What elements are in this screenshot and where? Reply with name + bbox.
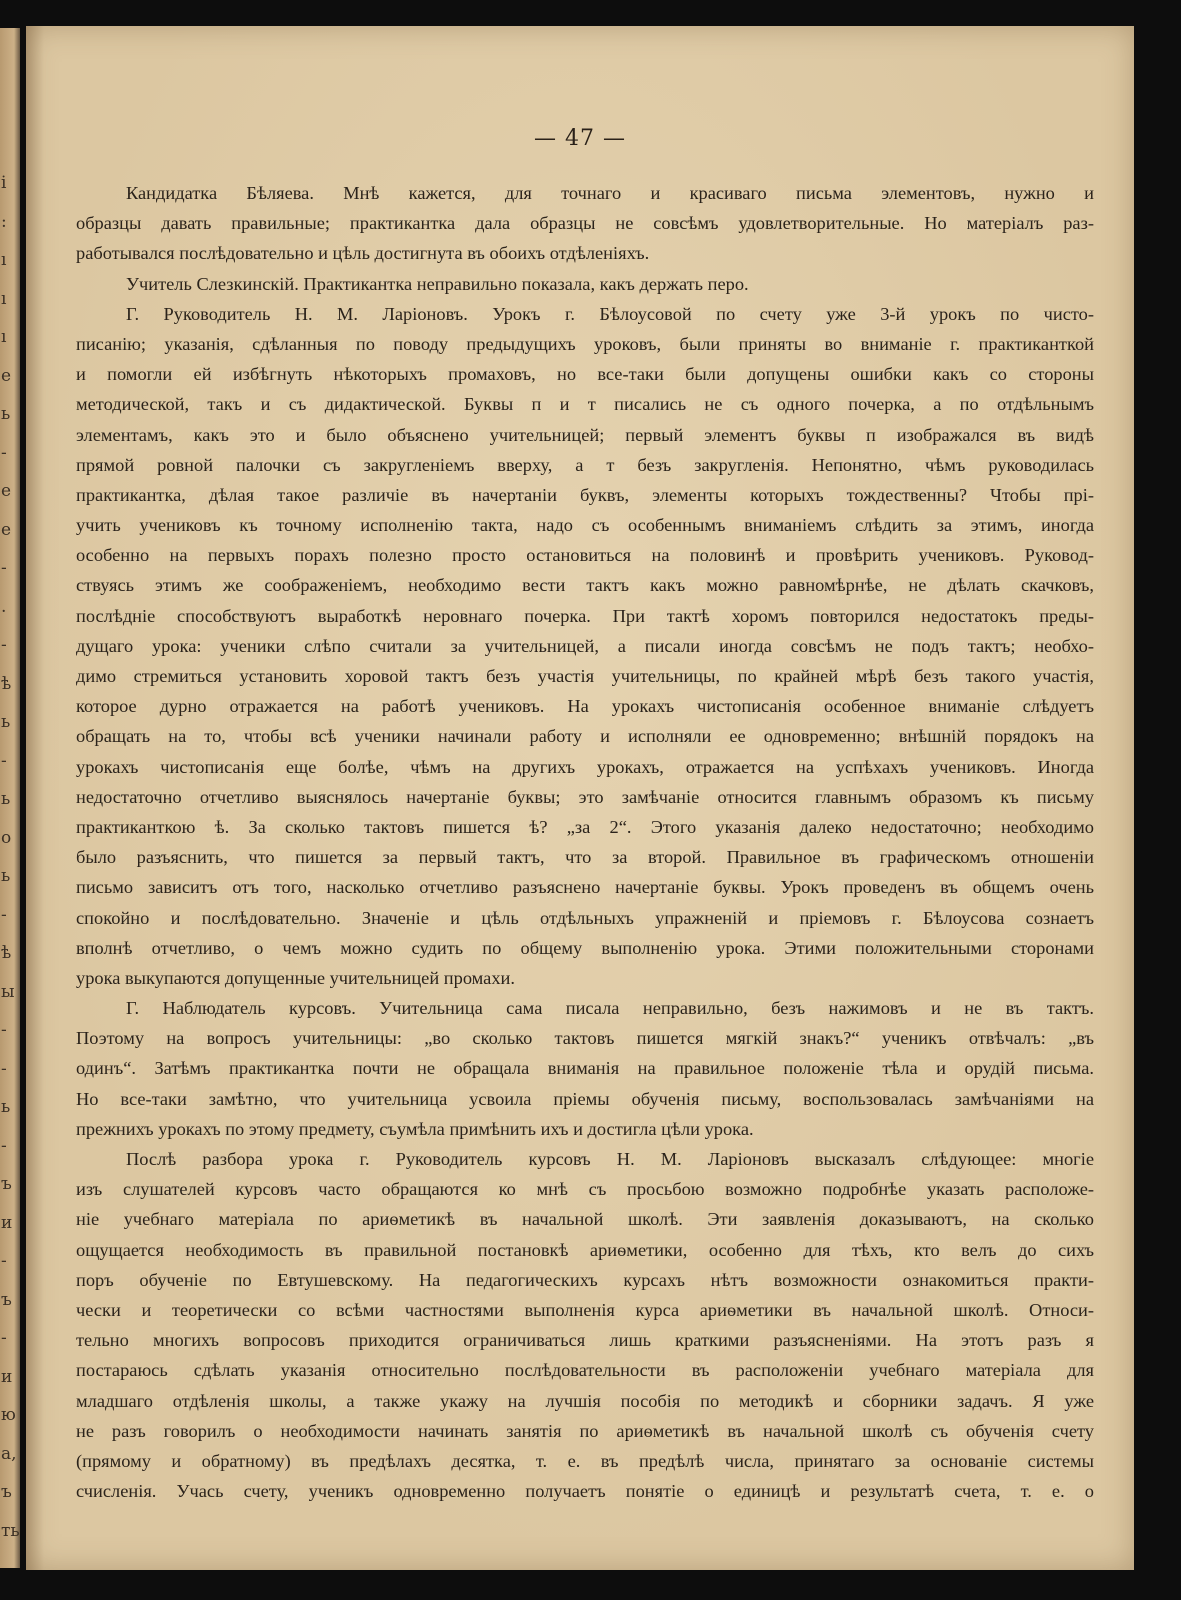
text-line: ощущается необходимость въ правильной постановкѣ ариѳметики, особенно для тѣхъ, кто велъ до сихъ <box>76 1239 1094 1260</box>
text-line: методической, такъ и съ дидактической. Буквы п и т писались не съ одного почерка, а по отдѣльнымъ <box>76 394 1094 415</box>
text-line: прежнихъ урокахъ по этому предмету, съумѣла примѣнить ихъ и достигла цѣли урока. <box>76 1118 754 1139</box>
prev-page-fragment: ь <box>1 712 11 732</box>
body-text <box>76 178 1094 1506</box>
prev-page-fragment: і <box>1 173 7 193</box>
text-line: дущаго урока: ученики слѣпо считали за учительницей, а писали иногда совсѣмъ не подъ тактъ; необхо- <box>76 635 1094 656</box>
prev-page-fragment: ı <box>1 288 7 309</box>
text-line: послѣдніе способствуютъ выработкѣ неровнаго почерка. При тактѣ хоромъ повторился недостатокъ преды- <box>76 605 1094 626</box>
previous-page-edge <box>0 28 20 1568</box>
page-number: — 47 — <box>534 126 626 151</box>
text-line: поръ обученіе по Евтушевскому. На педагогическихъ курсахъ нѣтъ возможности ознакомиться практи- <box>76 1269 1094 1290</box>
prev-page-fragment: е <box>1 365 12 386</box>
prev-page-fragment: ь <box>1 1097 11 1117</box>
prev-page-fragment: ю <box>1 1405 16 1425</box>
text-line: постараюсь сдѣлать указанія относительно послѣдовательности въ расположеніи учебнаго матеріала для <box>76 1360 1094 1381</box>
prev-page-fragment: ъ <box>1 1174 12 1194</box>
text-line: тельно многихъ вопросовъ приходится ограничиваться лишь краткими разъясненіями. На этотъ разъ я <box>76 1330 1094 1351</box>
text-line: было разъяснить, что пишется за первый тактъ, что за второй. Правильное въ графическомъ отношеніи <box>76 847 1094 868</box>
text-line: которое дурно отражается на работѣ учениковъ. На урокахъ чистописанія особенное вниманіе слѣдуетъ <box>76 696 1094 717</box>
prev-page-fragment: ı <box>1 327 7 347</box>
prev-page-fragment: а, <box>1 1443 17 1464</box>
prev-page-fragment: ь <box>1 404 11 424</box>
prev-page-fragment: - <box>1 635 7 655</box>
prev-page-fragment: : <box>1 211 7 232</box>
text-line: Г. Руководитель Н. М. Ларіоновъ. Урокъ г. Бѣлоусовой по счету уже 3-й урокъ по чисто- <box>126 303 1094 324</box>
text-line: урокахъ чистописанія еще болѣе, чѣмъ на другихъ урокахъ, отражается на успѣхахъ учениковъ. Иногда <box>76 756 1094 777</box>
text-line: практикантка, дѣлая такое различіе въ начертаніи буквъ, элементы которыхъ тождественны? Чтобы прі- <box>76 484 1094 505</box>
text-line: писанію; указанія, сдѣланныя по поводу предыдущихъ уроковъ, были приняты во вниманіе г. практиканткой <box>76 333 1094 354</box>
prev-page-fragment: - <box>1 442 7 463</box>
text-line: обращать на то, чтобы всѣ ученики начинали работу и исполняли ее одновременно; внѣшній порядокъ на <box>76 726 1094 747</box>
text-line: (прямому и обратному) въ предѣлахъ десятка, т. е. въ предѣлѣ числа, принятаго за основаніе системы <box>76 1450 1094 1471</box>
prev-page-fragment: ь <box>1 866 11 886</box>
prev-page-fragment: о <box>1 827 12 848</box>
prev-page-fragment: - <box>1 1251 7 1271</box>
prev-page-fragment: . <box>1 596 7 617</box>
text-line: Но все-таки замѣтно, что учительница усвоила пріемы обученія письму, воспользовалась замѣчаніями на <box>76 1088 1094 1109</box>
prev-page-fragment: ъ <box>1 1289 12 1310</box>
text-line: спокойно и послѣдовательно. Значеніе и цѣль отдѣльныхъ упражненій и пріемовъ г. Бѣлоусова сознаетъ <box>76 907 1094 928</box>
text-line: Поэтому на вопросъ учительницы: „во сколько тактовъ пишется мягкій знакъ?“ ученикъ отвѣчалъ: „въ <box>76 1028 1094 1049</box>
prev-page-fragment: - <box>1 750 7 771</box>
text-line: чески и теоретически со всѣми частностями выполненія курса ариѳметики въ начальной школѣ. Относи- <box>76 1299 1094 1320</box>
text-line: изъ слушателей курсовъ часто обращаются ко мнѣ съ просьбою возможно подробнѣе указать расположе- <box>76 1179 1094 1200</box>
text-line: недостаточно отчетливо выяснялось начертаніе буквы; это замѣчаніе относится главнымъ образомъ къ письму <box>76 786 1094 807</box>
text-line: Г. Наблюдатель курсовъ. Учительница сама писала неправильно, безъ нажимовъ и не въ тактъ. <box>126 998 1094 1019</box>
text-line: одинъ“. Затѣмъ практикантка почти не обращала вниманія на правильное положеніе тѣла и орудій письма. <box>76 1058 1094 1079</box>
prev-page-fragment: - <box>1 904 7 925</box>
text-line: работывался послѣдовательно и цѣль достигнута въ обоихъ отдѣленіяхъ. <box>76 243 650 264</box>
prev-page-fragment: - <box>1 1020 7 1040</box>
prev-page-fragment: и <box>1 1212 13 1233</box>
prev-page-fragment: е <box>1 519 12 540</box>
text-line: и помогли ей избѣгнуть нѣкоторыхъ промаховъ, но все-таки были допущены ошибки какъ со стороны <box>76 364 1094 385</box>
text-line: Учитель Слезкинскій. Практикантка неправильно показала, какъ держать перо. <box>126 273 749 294</box>
text-line: ствуясь этимъ же соображеніемъ, необходимо вести тактъ какъ можно равномѣрнѣе, не дѣлать скачковъ, <box>76 575 1094 596</box>
prev-page-fragment: ть <box>1 1520 20 1541</box>
text-line: образцы давать правильные; практикантка дала образцы не совсѣмъ удовлетворительные. Но матеріалъ раз- <box>76 213 1094 234</box>
text-line: счисленія. Учась счету, ученикъ одновременно получаетъ понятіе о единицѣ и результатѣ счета, т. е. о <box>76 1481 1094 1502</box>
prev-page-fragment: - <box>1 1328 7 1348</box>
text-line: практиканткою ѣ. За сколько тактовъ пишется ѣ? „за 2“. Этого указанія далеко недостаточно; необходимо <box>76 816 1094 837</box>
prev-page-fragment: - <box>1 1058 7 1079</box>
text-line: младшаго отдѣленія школы, а также укажу на лучшія пособія по методикѣ и сборники задачъ. Я уже <box>76 1390 1094 1411</box>
text-line: учить учениковъ къ точному исполненію такта, надо съ особеннымъ вниманіемъ слѣдить за этимъ, иногда <box>76 515 1094 536</box>
text-line: Послѣ разбора урока г. Руководитель курсовъ Н. М. Ларіоновъ высказалъ слѣдующее: многіе <box>126 1149 1094 1169</box>
text-line: особенно на первыхъ порахъ полезно просто остановиться на половинѣ и провѣрить учениковъ. Руковод- <box>76 545 1094 566</box>
prev-page-fragment: ь <box>1 789 11 809</box>
prev-page-fragment: ı <box>1 250 7 270</box>
book-page <box>26 26 1134 1570</box>
prev-page-fragment: - <box>1 558 7 578</box>
prev-page-fragment: е <box>1 481 12 501</box>
prev-page-fragment: ы <box>1 981 15 1002</box>
text-line: прямой ровной палочки съ закругленіемъ вверху, а т безъ закругленія. Непонятно, чѣмъ руководилась <box>76 454 1094 475</box>
text-line: урока выкупаются допущенные учительницей промахи. <box>76 967 515 988</box>
text-line: димо стремиться установить хоровой тактъ безъ участія учительницы, по крайней мѣрѣ безъ такого участія, <box>76 666 1094 686</box>
prev-page-fragment: ѣ <box>1 673 12 694</box>
text-line: ніе учебнаго матеріала по ариѳметикѣ въ начальной школѣ. Эти заявленія доказываютъ, на сколько <box>76 1209 1094 1230</box>
prev-page-fragment: ѣ <box>1 943 12 963</box>
text-line: письмо зависитъ отъ того, насколько отчетливо разъяснено начертаніе буквы. Урокъ проведенъ въ общемъ очень <box>76 877 1094 898</box>
text-line: не разъ говорилъ о необходимости начинать занятія по ариѳметикѣ въ начальной школѣ съ обученія счету <box>76 1420 1094 1441</box>
text-line: элементамъ, какъ это и было объяснено учительницей; первый элементъ буквы п изображался въ видѣ <box>76 424 1094 445</box>
prev-page-fragment: - <box>1 1135 7 1156</box>
text-line: Кандидатка Бѣляева. Мнѣ кажется, для точнаго и красиваго письма элементовъ, нужно и <box>126 183 1094 203</box>
prev-page-fragment: ъ <box>1 1482 12 1502</box>
text-line: вполнѣ отчетливо, о чемъ можно судить по общему выполненію урока. Этими положительными сторонами <box>76 937 1094 958</box>
prev-page-fragment: и <box>1 1366 13 1387</box>
